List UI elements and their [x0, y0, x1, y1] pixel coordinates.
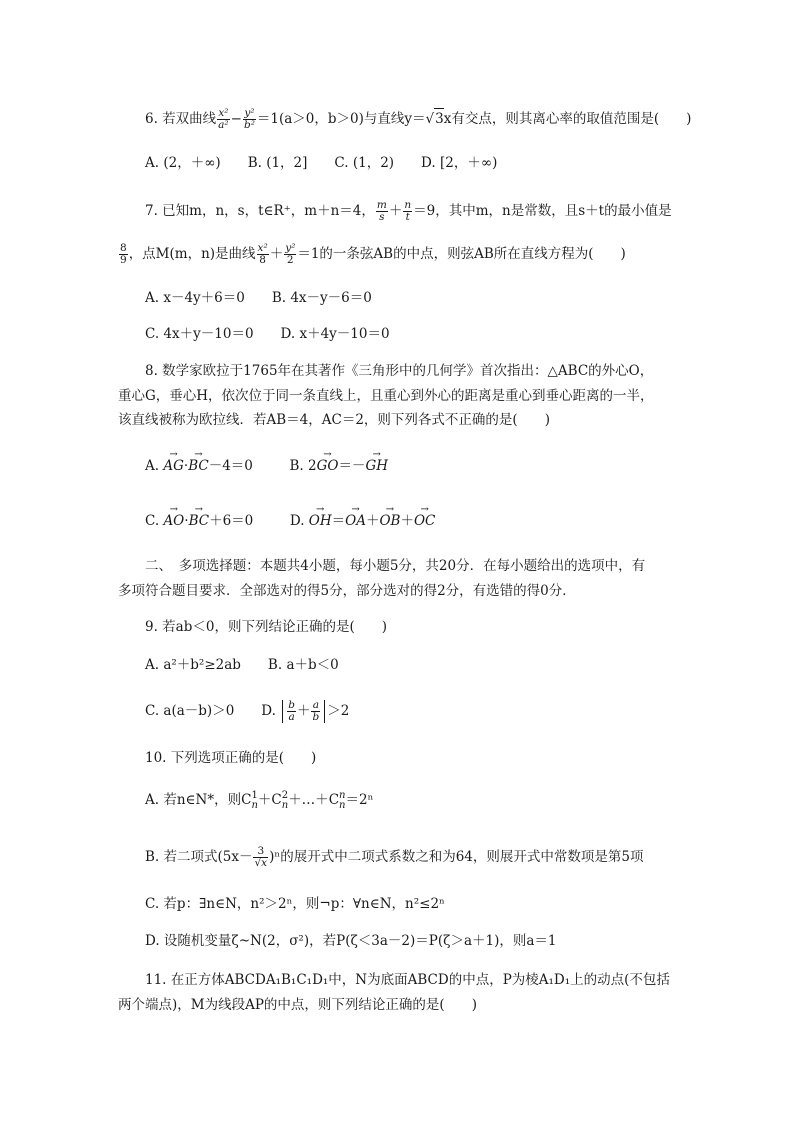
q7-frac-s: s: [379, 211, 385, 223]
q10-c3: C: [328, 792, 340, 808]
q10-optB-den: √x: [254, 857, 268, 869]
q8-optD-pre: D.: [289, 513, 309, 529]
q6-sqrt-value: 3: [434, 108, 444, 129]
q8-vec-go: → GO: [317, 456, 339, 476]
q6-text-post2: x有交点，则其离心率的取值范围是( ): [443, 111, 692, 127]
q7-frac-9: 9: [120, 254, 127, 266]
q8-vec-oh: → OH: [309, 511, 332, 531]
q8-vec-oa: → OA: [345, 511, 366, 531]
q8-vec-oc: → OC: [414, 511, 435, 531]
q7-text-pre: 7. 已知m，n，s，t∈R⁺，m＋n＝4，: [145, 203, 375, 219]
q8-vec-ob: → OB: [379, 511, 400, 531]
q9-frac-a-b: [311, 700, 320, 723]
q6-frac-x-den: a²: [218, 119, 229, 131]
q8-options-ab: [145, 456, 388, 476]
q7-frac-x2: x²: [257, 242, 268, 254]
q8-options-cd: [145, 511, 435, 531]
q7-plus: ＋: [388, 203, 403, 219]
q8-optA-pre: A.: [145, 458, 164, 474]
q6-fraction-y: [243, 108, 256, 131]
q8-vec-bc-a: → BC: [188, 456, 209, 476]
q9-frac-a: a: [288, 711, 295, 723]
q8-optA-post: －4＝0: [208, 458, 253, 474]
q7-text-l2b: ＝1的一条弦AB的中点，则弦AB所在直线方程为( ): [297, 246, 626, 262]
q10-plus1: ＋: [257, 792, 272, 808]
q10-optA-pre: A. 若n∈N*，则: [145, 792, 242, 808]
q10-optB: [145, 846, 643, 869]
q8-optC-pre: C.: [145, 513, 164, 529]
q6-minus: −: [230, 111, 242, 127]
q7-stem-line1: [145, 200, 672, 223]
q7-frac-t: t: [405, 211, 410, 223]
q7-frac-8: 8: [120, 242, 127, 254]
section2-heading-line2: 多项符合题目要求．全部选对的得5分，部分选对的得2分，有选错的得0分．: [118, 583, 576, 599]
q8-dot-a: ·: [183, 458, 189, 474]
q7-fraction-n-t: [403, 200, 412, 223]
q8-stem-line1: 8. 数学家欧拉于1765年在其著作《三角形中的几何学》首次指出：△ABC的外心O，: [145, 363, 654, 379]
q10-c1-top: 1: [251, 789, 258, 801]
q8-optC-post: ＋6＝0: [209, 513, 254, 529]
q6-stem: 6. 若双曲线 $\frac{\text{x²}}{\text{a²}}$ − $\frac{\text{y²}}{\text{b²}}$ ＝1(a＞0，b＞0)与直线y＝√3x有交点，则其离心率的取值范围是( ): [145, 107, 692, 131]
q10-c3-top: n: [339, 789, 346, 801]
section2-heading-line1: 二、 多项选择题：本题共4小题，每小题5分，共20分．在每小题给出的选项中，有: [145, 558, 646, 574]
q8-vec-bc-c: → BC: [189, 511, 210, 531]
q8-vec-ag: → AG: [163, 456, 184, 476]
q9-options-ab: A. a²＋b²≥2ab B. a＋b＜0: [145, 657, 339, 673]
q8-vec-ao: → AO: [163, 511, 184, 531]
q10-optB-fraction: [253, 846, 268, 869]
q6-frac-y-num: y²: [244, 107, 255, 119]
q7-frac-8b: 8: [259, 254, 266, 266]
q8-optD-plus1: ＋: [365, 513, 380, 529]
q9-frac-a2: a: [312, 699, 319, 711]
q10-optA-post: ＝2ⁿ: [345, 792, 374, 808]
q7-frac-2: 2: [286, 254, 294, 266]
q10-optC: C. 若p：∃n∈N，n²＞2ⁿ，则¬p：∀n∈N，n²≤2ⁿ: [145, 896, 445, 912]
q6-text-post: ＝1(a＞0，b＞0)与直线y＝: [256, 111, 426, 127]
q10-c1-bot: n: [251, 799, 258, 811]
q9-plus: ＋: [296, 703, 311, 719]
q8-optB-pre: B. 2: [289, 458, 317, 474]
q10-c2-top: 2: [281, 789, 289, 801]
q7-options-cd: C. 4x＋y－10＝0 D. x＋4y－10＝0: [145, 326, 390, 342]
q9-stem: 9. 若ab＜0，则下列结论正确的是( ): [145, 619, 387, 635]
q10-c2-bot: n: [281, 799, 289, 811]
q6-frac-y-den: b²: [243, 119, 255, 131]
q9-options-cd: [145, 700, 349, 723]
q10-optB-pre: B. 若二项式(5x－: [145, 849, 253, 865]
q8-stem-line3: 该直线被称为欧拉线．若AB＝4，AC＝2，则下列各式不正确的是( ): [118, 412, 550, 428]
q10-optB-num: 3: [253, 846, 268, 858]
q6-text-pre: 6. 若双曲线: [145, 111, 217, 127]
q10-ellipsis: ＋…＋: [288, 792, 329, 808]
q7-fraction-8-9: [119, 243, 128, 266]
q7-plus2: ＋: [269, 246, 284, 262]
q10-optB-post: )ⁿ的展开式中二项式系数之和为64，则展开式中常数项是第5项: [269, 849, 644, 865]
q7-options-ab: A. x－4y＋6＝0 B. 4x－y－6＝0: [145, 290, 372, 306]
q10-c3-bot: n: [339, 799, 346, 811]
q10-optA: [145, 790, 373, 811]
q6-fraction-x: [217, 108, 229, 131]
q9-abs-value: [282, 700, 325, 723]
q9-optD-post: ＞2: [327, 703, 350, 719]
q7-frac-y2: y²: [285, 242, 296, 254]
q10-optD: D. 设随机变量ζ~N(2，σ²)，若P(ζ＜3a－2)＝P(ζ＞a＋1)，则a＝1: [145, 933, 557, 949]
q7-stem-line2: [118, 243, 626, 266]
q7-fraction-x-8: [257, 243, 269, 266]
q11-stem-line2: 两个端点)，M为线段AP的中点，则下列结论正确的是( ): [118, 997, 477, 1013]
q10-c1: C: [241, 792, 252, 808]
q7-text-l2a: ，点M(m，n)是曲线: [128, 246, 256, 262]
q8-dot-c: ·: [184, 513, 189, 529]
q7-frac-n: n: [404, 199, 412, 211]
q7-frac-m: m: [376, 199, 387, 211]
q8-optD-eq: ＝: [331, 513, 346, 529]
q8-optB-mid: ＝－: [338, 458, 366, 474]
q7-fraction-m-s: [376, 200, 388, 223]
q8-vec-gh: → GH: [365, 456, 388, 476]
q10-stem: 10. 下列选项正确的是( ): [145, 750, 317, 766]
q8-optD-plus2: ＋: [400, 513, 414, 529]
q7-text-post: ＝9，其中m，n是常数，且s＋t的最小值是: [413, 203, 672, 219]
q9-optC: C. a(a－b)＞0 D.: [145, 703, 276, 719]
q7-fraction-y-2: [284, 243, 296, 266]
q9-frac-b: b: [288, 699, 295, 711]
q11-stem-line1: 11. 在正方体ABCDA₁B₁C₁D₁中，N为底面ABCD的中点，P为棱A₁D₁上的动点(不包括: [145, 972, 670, 988]
q6-frac-x-num: x²: [218, 107, 229, 119]
q6-options: A. (2，＋∞) B. (1，2] C. (1，2) D. [2，＋∞): [145, 155, 498, 171]
q10-c2: C: [271, 792, 282, 808]
q9-frac-b-a: [287, 700, 296, 723]
q9-frac-b2: b: [312, 711, 320, 723]
q8-stem-line2: 重心G，垂心H，依次位于同一条直线上，且重心到外心的距离是重心到垂心距离的一半，: [118, 388, 654, 404]
